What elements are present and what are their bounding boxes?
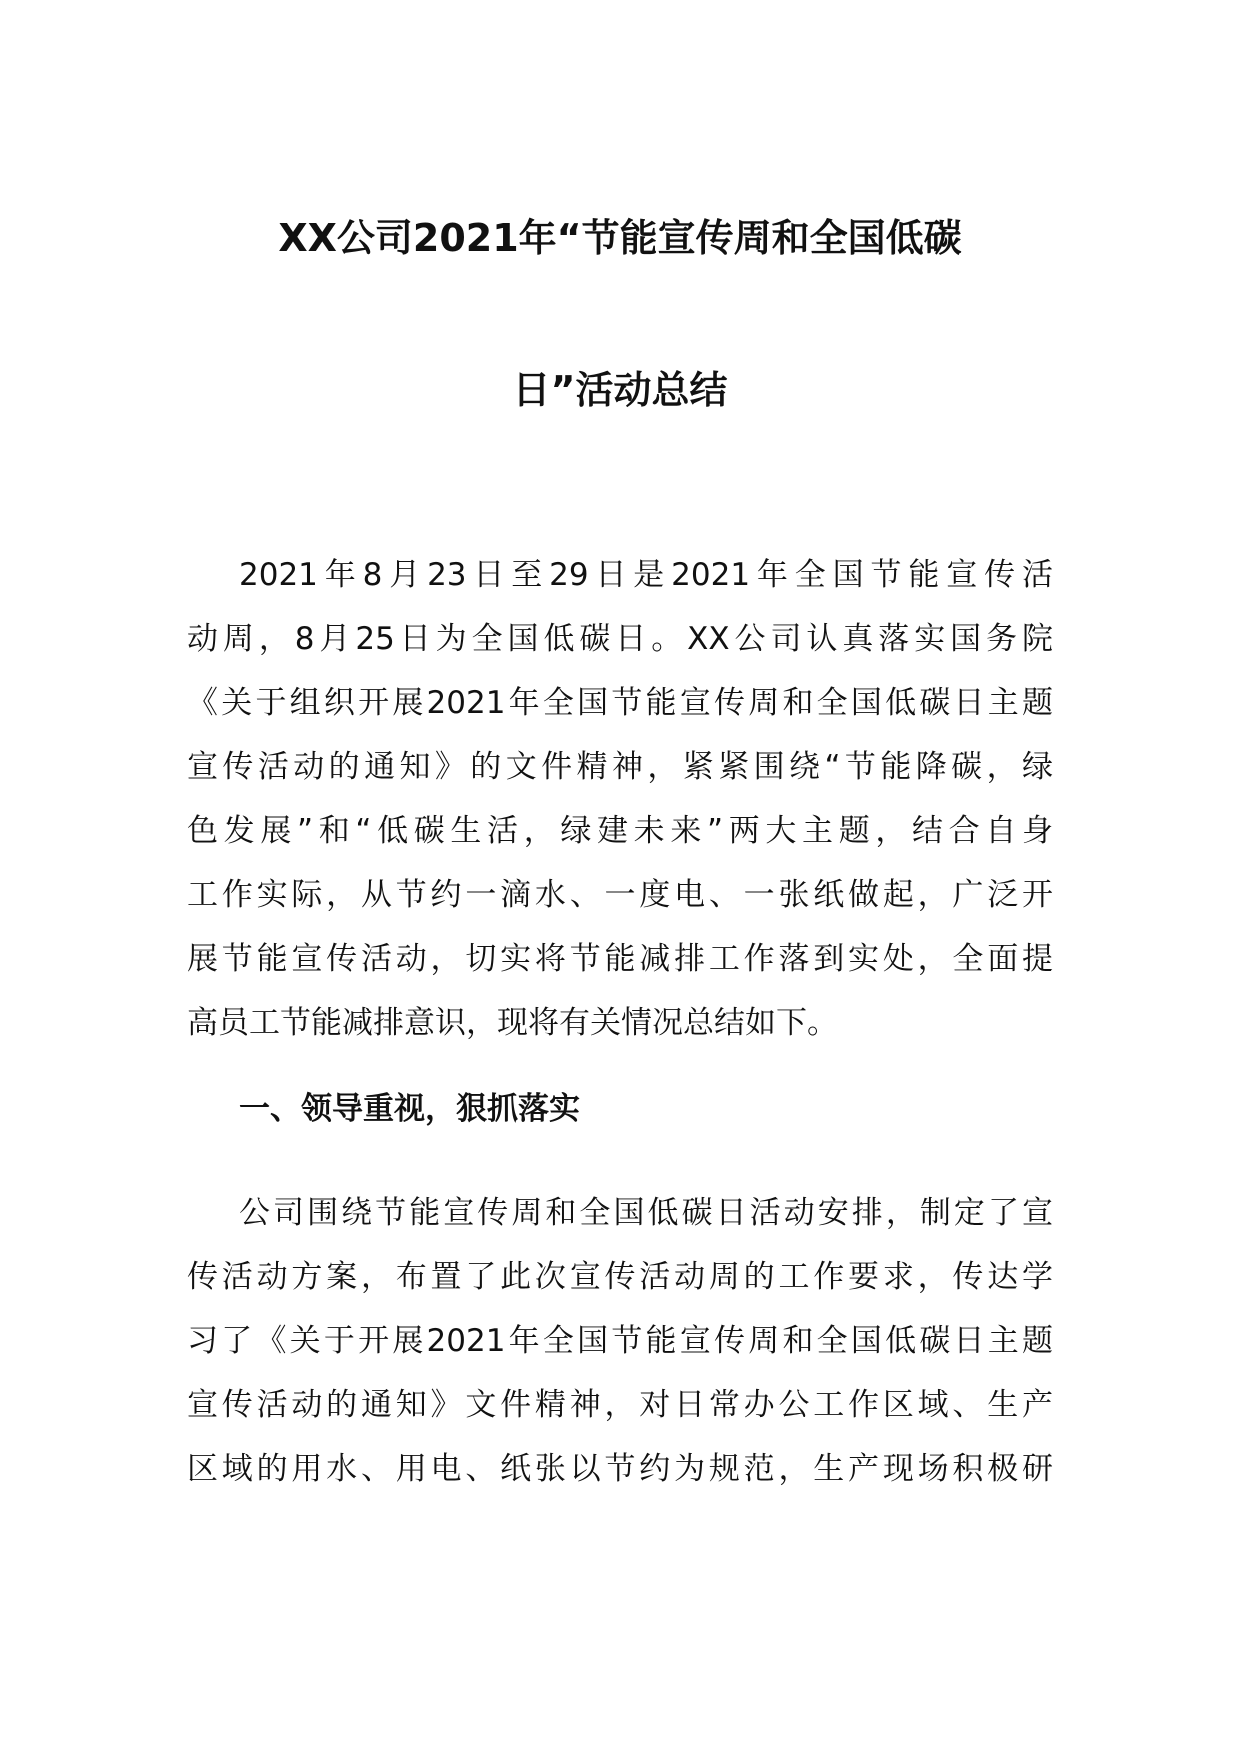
paragraph-line: 传活动方案，布置了此次宣传活动周的工作要求，传达学 bbox=[187, 1259, 1053, 1295]
paragraph-line: 展节能宣传活动，切实将节能减排工作落到实处，全面提 bbox=[187, 941, 1053, 977]
paragraph-line: 高员工节能减排意识，现将有关情况总结如下。 bbox=[187, 1005, 838, 1041]
paragraph-section-1 bbox=[187, 1181, 1053, 1501]
document-title-line-2: 日”活动总结 bbox=[512, 368, 728, 412]
paragraph-line: 2021年8月23日至29日是2021年全国节能宣传活 bbox=[239, 557, 1053, 593]
paragraph-line: 动周，8月25日为全国低碳日。XX公司认真落实国务院 bbox=[187, 621, 1053, 657]
section-heading-1: 一、领导重视，狠抓落实 bbox=[239, 1091, 580, 1127]
document-title-line-1: XX公司2021年“节能宣传周和全国低碳 bbox=[278, 216, 962, 260]
paragraph-line: 《关于组织开展2021年全国节能宣传周和全国低碳日主题 bbox=[187, 685, 1053, 721]
paragraph-line: 宣传活动的通知》文件精神，对日常办公工作区域、生产 bbox=[187, 1387, 1053, 1423]
paragraph-intro bbox=[187, 543, 1053, 1055]
paragraph-line: 区域的用水、用电、纸张以节约为规范，生产现场积极研 bbox=[187, 1451, 1053, 1487]
paragraph-line: 宣传活动的通知》的文件精神，紧紧围绕“节能降碳，绿 bbox=[187, 749, 1053, 785]
paragraph-line: 色发展”和“低碳生活，绿建未来”两大主题，结合自身 bbox=[187, 813, 1053, 849]
paragraph-line: 工作实际，从节约一滴水、一度电、一张纸做起，广泛开 bbox=[187, 877, 1053, 913]
paragraph-line: 习了《关于开展2021年全国节能宣传周和全国低碳日主题 bbox=[187, 1323, 1053, 1359]
paragraph-line: 公司围绕节能宣传周和全国低碳日活动安排，制定了宣 bbox=[239, 1195, 1053, 1231]
